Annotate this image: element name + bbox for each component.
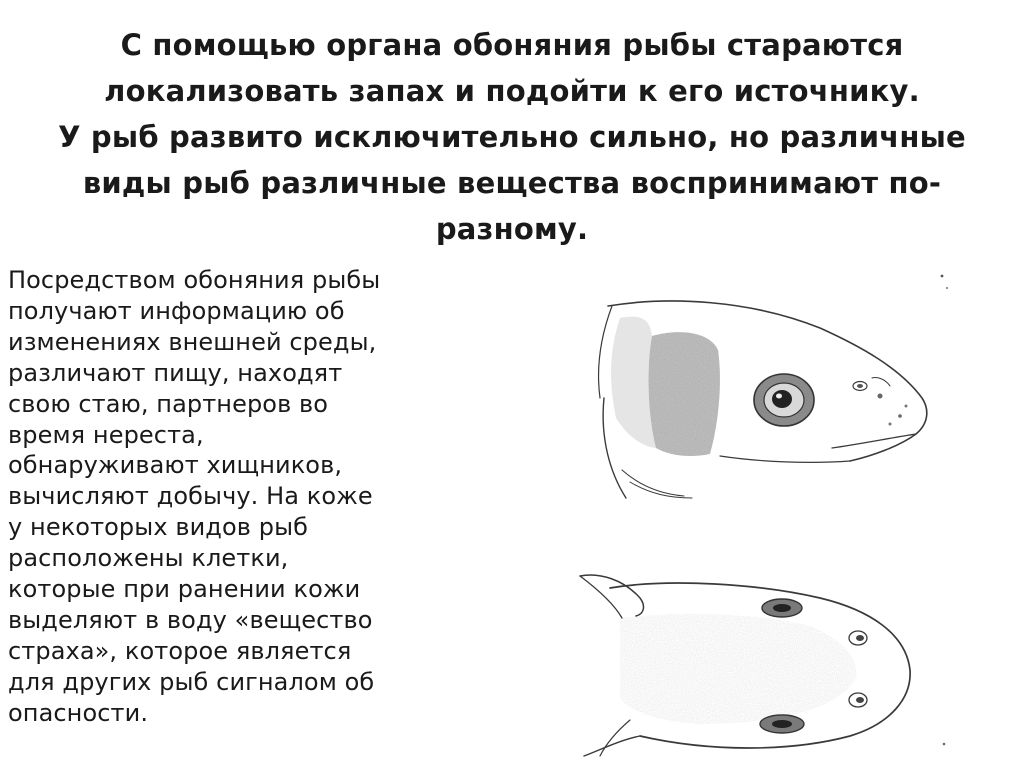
fish-side-view	[599, 275, 949, 498]
slide-title: С помощью органа обоняния рыбы стараются локализовать запах и подойти к его источнику. У рыб развито исключительно сильно, но различные виды рыб различные вещества воспринимают по- разному.	[58, 28, 966, 246]
fish-top-view	[580, 575, 910, 756]
fish-head-illustration	[560, 258, 1020, 758]
body-paragraph: Посредством обоняния рыбы получают информацию об изменениях внешней среды, различают пищу, находят свою стаю, партнеров во время нереста, обнаруживают хищников, вычисляют добычу. На коже у некоторых видов рыб расположены клетки, которые при ранении кожи выделяют в воду «вещество страха», которое является для других рыб сигналом об опасности.	[8, 266, 381, 727]
